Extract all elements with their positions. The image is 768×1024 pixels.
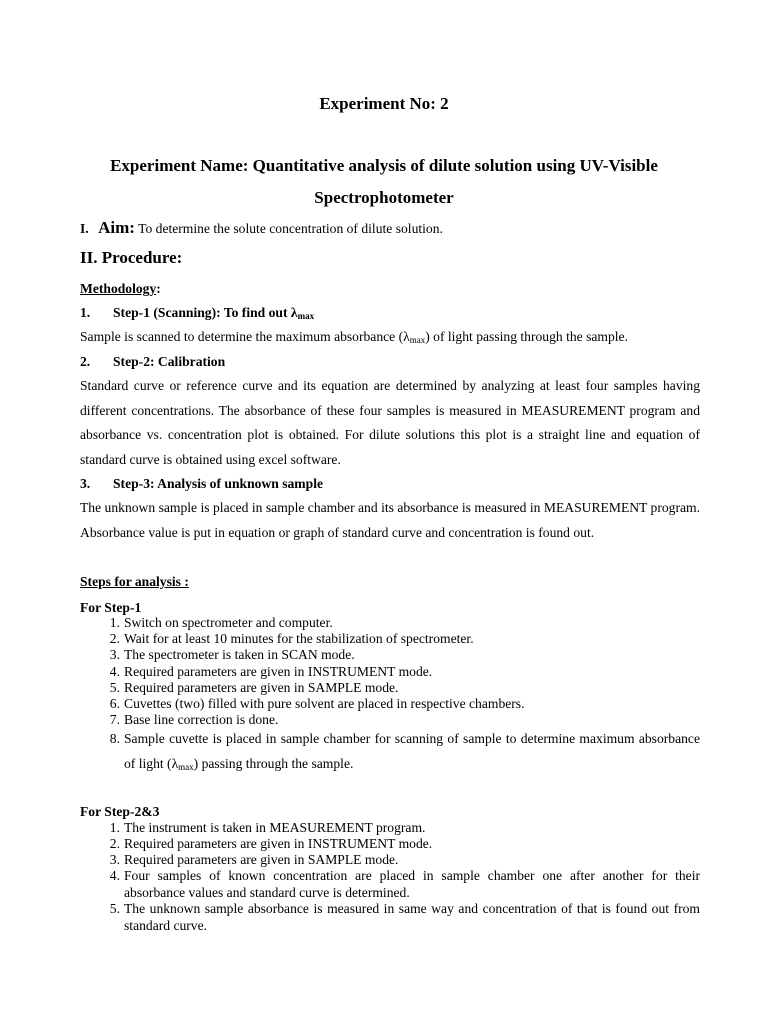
list-text: Four samples of known concentration are placed in sample chamber one after another for their absorbance values and standard curve is determined. <box>124 868 700 900</box>
aim-numeral: I. <box>80 221 89 236</box>
list-number: 3. <box>109 647 120 662</box>
step2-title: Step-2: Calibration <box>113 354 226 369</box>
step1-text-sub: max <box>409 335 426 345</box>
step2-text: Standard curve or reference curve and its equation are determined by analyzing at least four samples having different concentrations. The absorbance of these four samples is measured in MEASUREMENT program and absorbance vs. concentration plot is obtained. For dilute solutions this plot is a straight line and equation of standard curve is obtained using excel software. <box>80 378 700 467</box>
procedure-heading: II. Procedure: <box>80 248 183 267</box>
list-number: 2. <box>109 631 120 646</box>
list-text: Required parameters are given in SAMPLE mode. <box>124 680 399 695</box>
methodology-label: Methodology <box>80 281 157 296</box>
step3-title: Step-3: Analysis of unknown sample <box>113 476 323 491</box>
step1-title-sub: max <box>297 311 315 321</box>
list-number: 8. <box>109 731 120 746</box>
list-text: Required parameters are given in SAMPLE mode. <box>124 852 399 867</box>
list-text: The unknown sample absorbance is measured in same way and concentration of that is found out from standard curve. <box>124 901 700 933</box>
step1-text-a: Sample is scanned to determine the maximum absorbance (λ <box>80 329 410 344</box>
step2-number: 2. <box>80 354 91 369</box>
list-text: The spectrometer is taken in SCAN mode. <box>124 647 355 662</box>
list-text: Wait for at least 10 minutes for the stabilization of spectrometer. <box>124 631 474 646</box>
methodology-heading <box>80 277 161 302</box>
item8-text-a: Sample cuvette is placed in sample chamber for scanning of sample to determine maximum absorbance of light (λ <box>124 731 700 771</box>
experiment-name-line2: Spectrophotometer <box>314 188 454 207</box>
for-step23-heading: For Step-2&3 <box>80 804 160 819</box>
list-number: 4. <box>109 664 120 679</box>
experiment-number: Experiment No: 2 <box>319 94 449 113</box>
list-number: 4. <box>109 868 120 883</box>
steps-for-analysis-heading: Steps for analysis : <box>80 574 189 589</box>
for-step1-heading: For Step-1 <box>80 600 142 615</box>
list-number: 7. <box>109 712 120 727</box>
aim-text: To determine the solute concentration of dilute solution. <box>138 221 443 236</box>
item8-sub: max <box>178 762 194 772</box>
methodology-colon: : <box>156 281 161 296</box>
step1-text <box>80 325 700 353</box>
list-number: 5. <box>109 901 120 916</box>
step1-title-text: Step-1 (Scanning): To find out λ <box>113 305 298 320</box>
aim-label: Aim: <box>98 218 135 237</box>
experiment-name-line1: Experiment Name: Quantitative analysis of dilute solution using UV-Visible <box>110 156 658 175</box>
step1-text-b: ) of light passing through the sample. <box>425 329 628 344</box>
list-number: 6. <box>109 696 120 711</box>
list-text: Switch on spectrometer and computer. <box>124 615 333 630</box>
step1-number: 1. <box>80 305 91 320</box>
list-text: Cuvettes (two) filled with pure solvent are placed in respective chambers. <box>124 696 525 711</box>
list-number: 1. <box>109 820 120 835</box>
list-number: 2. <box>109 836 120 851</box>
list-text: Required parameters are given in INSTRUMENT mode. <box>124 664 433 679</box>
list-text <box>124 726 700 780</box>
list-number: 3. <box>109 852 120 867</box>
step3-number: 3. <box>80 476 91 491</box>
step3-text: The unknown sample is placed in sample chamber and its absorbance is measured in MEASUREMENT program. Absorbance value is put in equation or graph of standard curve and concentration is found out. <box>80 500 700 540</box>
list-text: Required parameters are given in INSTRUMENT mode. <box>124 836 433 851</box>
list-number: 5. <box>109 680 120 695</box>
aim-section <box>80 216 700 242</box>
list-text: Base line correction is done. <box>124 712 279 727</box>
item8-text-b: ) passing through the sample. <box>193 756 354 771</box>
list-number: 1. <box>109 615 120 630</box>
list-text: The instrument is taken in MEASUREMENT program. <box>124 820 426 835</box>
